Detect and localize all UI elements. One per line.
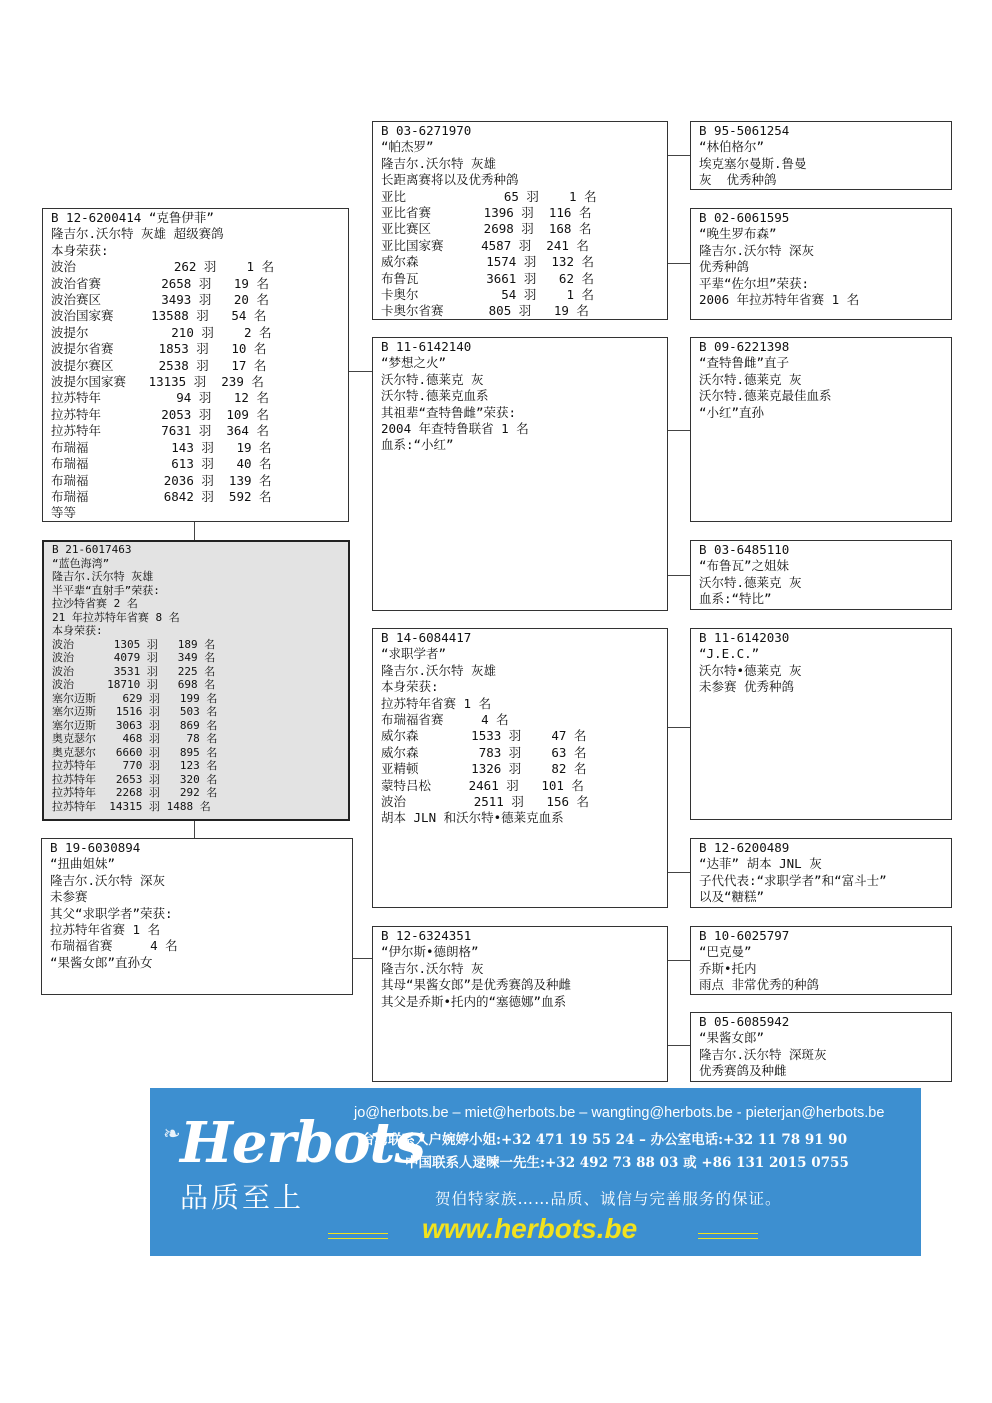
- decorative-rule: [698, 1233, 758, 1239]
- pedigree-line: “伊尔斯•德朗格”: [381, 944, 479, 960]
- pedigree-line: 拉苏特年 2268 羽 292 名: [52, 786, 218, 799]
- pedigree-line: 等等: [51, 505, 77, 521]
- dam-dam-box: [372, 926, 668, 1082]
- connector-line: [667, 263, 691, 264]
- china-contact: 中国联系人逯暕一先生:+32 492 73 88 03 或 +86 131 2015 0755: [405, 1155, 849, 1171]
- pedigree-line: “林伯格尔”: [699, 139, 765, 155]
- pedigree-line: 隆吉尔.沃尔特 灰: [381, 960, 484, 976]
- pedigree-line: 隆吉尔.沃尔特 深斑灰: [699, 1046, 827, 1062]
- dam-sire-sire-box: [690, 628, 952, 820]
- pedigree-line: 隆吉尔.沃尔特 灰雄: [381, 662, 497, 678]
- pedigree-line: B 03-6485110: [699, 542, 790, 557]
- pedigree-line: 波治 262 羽 1 名: [51, 259, 275, 275]
- pedigree-line: B 12-6324351: [381, 928, 472, 943]
- pedigree-line: 埃克塞尔曼斯.鲁曼: [699, 155, 807, 171]
- pedigree-line: 胡本 JLN 和沃尔特•德莱克血系: [381, 810, 564, 826]
- pedigree-line: 拉苏特年 2653 羽 320 名: [52, 772, 218, 786]
- pedigree-line: B 11-6142140: [381, 339, 472, 354]
- connector-line: [194, 522, 195, 540]
- pedigree-line: 亚比赛区 2698 羽 168 名: [381, 221, 592, 237]
- pedigree-line: 隆吉尔.沃尔特 灰雄: [52, 570, 154, 583]
- pedigree-line: 波提尔省赛 1853 羽 10 名: [51, 341, 267, 357]
- pedigree-line: “果酱女郎”: [699, 1030, 765, 1046]
- pedigree-line: B 03-6271970: [381, 123, 472, 138]
- pedigree-line: 沃尔特.德莱克最佳血系: [699, 388, 832, 404]
- pedigree-line: “求职学者”: [381, 646, 447, 662]
- pedigree-line: 沃尔特.德莱克 灰: [699, 574, 802, 590]
- pedigree-line: 拉沙特省赛 2 名: [52, 597, 138, 610]
- pedigree-line: 拉苏特年 770 羽 123 名: [52, 759, 218, 772]
- dam-sire-dam-box: [690, 838, 952, 908]
- connector-line: [667, 155, 691, 156]
- pedigree-line: 塞尔迈斯 629 羽 199 名: [52, 691, 218, 705]
- pedigree-line: 卡奥尔省赛 805 羽 19 名: [381, 303, 589, 319]
- pedigree-line: 波治 4079 羽 349 名: [52, 651, 216, 664]
- pedigree-line: 拉苏特年 2053 羽 109 名: [51, 406, 269, 422]
- banner-slogan: 品质至上: [180, 1181, 305, 1214]
- pedigree-line: 隆吉尔.沃尔特 深灰: [50, 872, 166, 888]
- pedigree-line: 2004 年查特鲁联省 1 名: [381, 421, 529, 437]
- pedigree-line: 布鲁瓦 3661 羽 62 名: [381, 270, 595, 286]
- pedigree-line: 拉苏特年省赛 1 名: [50, 922, 161, 938]
- pedigree-line: 血系:“小红”: [381, 437, 454, 453]
- pedigree-line: 以及“糖糕”: [699, 889, 765, 905]
- sire-dam-box: [372, 337, 668, 611]
- connector-line: [667, 872, 691, 873]
- pedigree-line: B 12-6200414 “克鲁伊菲”: [51, 210, 214, 225]
- pedigree-line: “蓝色海湾”: [52, 556, 110, 570]
- pedigree-line: “查特鲁雌”直子: [699, 355, 790, 371]
- pedigree-line: B 19-6030894: [50, 840, 141, 855]
- sire-dam-dam-box: [690, 540, 952, 610]
- pedigree-line: 布瑞福省赛 4 名: [381, 712, 509, 728]
- pedigree-line: 2006 年拉苏特年省赛 1 名: [699, 292, 860, 308]
- pedigree-line: 沃尔特.德莱克 灰: [381, 371, 484, 387]
- pedigree-line: 拉苏特年 7631 羽 364 名: [51, 423, 269, 439]
- pedigree-line: 波治省赛 2658 羽 19 名: [51, 275, 269, 291]
- sire-sire-sire-box: [690, 121, 952, 190]
- pedigree-line: 沃尔特•德莱克 灰: [699, 662, 802, 678]
- connector-line: [667, 430, 691, 431]
- pedigree-line: 亚比国家赛 4587 羽 241 名: [381, 237, 589, 253]
- pedigree-line: 威尔森 1533 羽 47 名: [381, 728, 587, 744]
- pedigree-line: 波治 18710 羽 698 名: [52, 678, 216, 691]
- pedigree-line: 拉苏特年 94 羽 12 名: [51, 390, 269, 406]
- pedigree-line: 子代代表:“求职学者”和“富斗士”: [699, 872, 887, 888]
- pedigree-line: 塞尔迈斯 1516 羽 503 名: [52, 705, 218, 718]
- pedigree-line: 波提尔国家赛 13135 羽 239 名: [51, 374, 264, 390]
- pedigree-line: 灰 优秀种鸽: [699, 172, 777, 188]
- pedigree-line: 布瑞福 2036 羽 139 名: [51, 472, 272, 488]
- pedigree-line: 半平辈“直射手”荣获:: [52, 583, 160, 597]
- pedigree-line: 优秀种鸽: [699, 259, 750, 275]
- pedigree-line: 布瑞福 6842 羽 592 名: [51, 488, 272, 504]
- pedigree-line: “帕杰罗”: [381, 139, 434, 155]
- pedigree-line: 威尔森 783 羽 63 名: [381, 744, 587, 760]
- pedigree-line: 布瑞福省赛 4 名: [50, 938, 178, 954]
- pedigree-line: 波提尔赛区 2538 羽 17 名: [51, 357, 267, 373]
- pedigree-line: 长距离赛将以及优秀种鸽: [381, 172, 519, 188]
- pedigree-line: 本身荣获:: [51, 242, 109, 258]
- pedigree-line: 波治国家赛 13588 羽 54 名: [51, 308, 267, 324]
- pedigree-line: 血系:“特比”: [699, 591, 772, 607]
- pedigree-line: “扭曲姐妹”: [50, 856, 116, 872]
- pedigree-line: 拉苏特年省赛 1 名: [381, 695, 492, 711]
- pedigree-line: B 95-5061254: [699, 123, 790, 138]
- pedigree-line: “小红”直孙: [699, 404, 765, 420]
- connector-line: [667, 1045, 691, 1046]
- pedigree-line: “达菲” 胡本 JNL 灰: [699, 856, 822, 872]
- sire-sire-box: [372, 121, 668, 320]
- feather-icon: ❧: [164, 1118, 180, 1148]
- connector-line: [348, 371, 373, 372]
- herbots-logo: Herbots: [180, 1110, 425, 1176]
- pedigree-line: 未参赛: [50, 889, 88, 905]
- pedigree-line: “巴克曼”: [699, 944, 752, 960]
- dam-dam-sire-box: [690, 926, 952, 995]
- pedigree-line: 布瑞福 143 羽 19 名: [51, 439, 272, 455]
- pedigree-line: B 10-6025797: [699, 928, 790, 943]
- pedigree-line: 亚比省赛 1396 羽 116 名: [381, 205, 592, 221]
- pedigree-line: 其父“求职学者”荣获:: [50, 905, 173, 921]
- pedigree-line: 21 年拉苏特年省赛 8 名: [52, 610, 180, 624]
- dam-pedigree-box: [41, 838, 353, 995]
- pedigree-line: “J.E.C.”: [699, 646, 760, 662]
- dam-dam-dam-box: [690, 1012, 952, 1082]
- pedigree-line: “果酱女郎”直孙女: [50, 954, 153, 970]
- pedigree-line: 波治赛区 3493 羽 20 名: [51, 292, 269, 308]
- pedigree-line: 优秀赛鸽及种雌: [699, 1063, 787, 1079]
- connector-line: [194, 820, 195, 838]
- connector-line: [353, 958, 373, 959]
- dam-sire-box: [372, 628, 668, 908]
- pedigree-line: 威尔森 1574 羽 132 名: [381, 254, 595, 270]
- pedigree-line: 卡奥尔 54 羽 1 名: [381, 287, 595, 303]
- pedigree-line: 蒙特吕松 2461 羽 101 名: [381, 777, 584, 793]
- pedigree-line: 本身荣获:: [52, 624, 103, 637]
- pedigree-line: B 09-6221398: [699, 339, 790, 354]
- pedigree-line: B 05-6085942: [699, 1014, 790, 1029]
- pedigree-line: 布瑞福 613 羽 40 名: [51, 456, 272, 472]
- pedigree-line: B 02-6061595: [699, 210, 790, 225]
- pedigree-line: 未参赛 优秀种鸽: [699, 679, 795, 695]
- pedigree-line: 塞尔迈斯 3063 羽 869 名: [52, 718, 218, 732]
- pedigree-line: 雨点 非常优秀的种鸽: [699, 977, 820, 993]
- pedigree-line: 乔斯•托内: [699, 960, 757, 976]
- pedigree-line: 本身荣获:: [381, 679, 439, 695]
- pedigree-line: B 21-6017463: [52, 543, 132, 556]
- pedigree-line: B 11-6142030: [699, 630, 790, 645]
- pedigree-line: B 14-6084417: [381, 630, 472, 645]
- pedigree-line: 奥克瑟尔 468 羽 78 名: [52, 732, 218, 745]
- pedigree-line: 波治 3531 羽 225 名: [52, 664, 216, 678]
- pedigree-line: “布鲁瓦”之姐妹: [699, 558, 790, 574]
- pedigree-line: 波提尔 210 羽 2 名: [51, 324, 272, 340]
- connector-line: [667, 575, 691, 576]
- subject-pedigree-box: [42, 540, 350, 821]
- contact-emails[interactable]: jo@herbots.be – miet@herbots.be – wangting@herbots.be - pieterjan@herbots.be: [354, 1105, 885, 1121]
- taiwan-contact: 台湾联系人户婉婷小姐:+32 471 19 55 24 – 办公室电话:+32 11 78 91 90: [361, 1132, 848, 1148]
- pedigree-line: B 12-6200489: [699, 840, 790, 855]
- pedigree-line: “晚生罗布森”: [699, 226, 777, 242]
- pedigree-line: 隆吉尔.沃尔特 深灰: [699, 242, 815, 258]
- herbots-contact-banner: [150, 1088, 921, 1256]
- sire-pedigree-box: [42, 208, 349, 522]
- pedigree-line: 隆吉尔.沃尔特 灰雄: [381, 155, 497, 171]
- pedigree-line: 平辈“佐尔坦”荣获:: [699, 275, 810, 291]
- pedigree-line: 沃尔特.德莱克血系: [381, 388, 489, 404]
- connector-line: [667, 727, 691, 728]
- pedigree-line: 奥克瑟尔 6660 羽 895 名: [52, 745, 218, 759]
- pedigree-line: 隆吉尔.沃尔特 灰雄 超级赛鸽: [51, 226, 224, 242]
- pedigree-line: 拉苏特年 14315 羽 1488 名: [52, 799, 211, 813]
- banner-tagline: 贺伯特家族……品质、诚信与完善服务的保证。: [435, 1190, 782, 1208]
- pedigree-line: 亚比 65 羽 1 名: [381, 188, 597, 204]
- sire-sire-dam-box: [690, 208, 952, 320]
- decorative-rule: [328, 1233, 388, 1239]
- website-link[interactable]: www.herbots.be: [422, 1213, 638, 1244]
- pedigree-line: 其母“果酱女郎”是优秀赛鸽及种雌: [381, 977, 572, 993]
- pedigree-line: 波治 2511 羽 156 名: [381, 794, 590, 810]
- pedigree-line: 其父是乔斯•托内的“塞德娜”血系: [381, 993, 567, 1009]
- pedigree-line: 其祖辈“查特鲁雌”荣获:: [381, 404, 517, 420]
- pedigree-line: “梦想之火”: [381, 355, 447, 371]
- sire-dam-sire-box: [690, 337, 952, 522]
- pedigree-line: 沃尔特.德莱克 灰: [699, 371, 802, 387]
- pedigree-line: 波治 1305 羽 189 名: [52, 637, 216, 651]
- connector-line: [667, 960, 691, 961]
- pedigree-line: 亚精顿 1326 羽 82 名: [381, 761, 587, 777]
